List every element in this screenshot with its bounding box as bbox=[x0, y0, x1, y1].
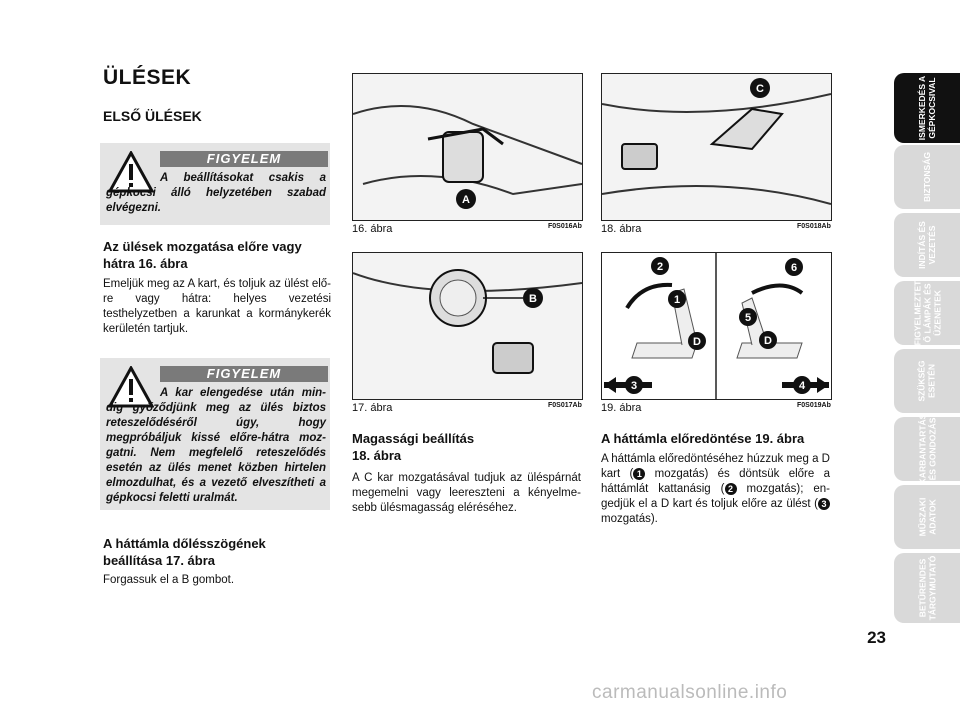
tab-ismerkedes[interactable]: ISMERKEDÉS A GÉPKOCSIVAL bbox=[894, 73, 960, 143]
watermark: carmanualsonline.info bbox=[592, 682, 788, 703]
page-number: 23 bbox=[867, 628, 886, 647]
figure-caption: 19. ábra bbox=[601, 402, 642, 414]
section-subtitle: ELSŐ ÜLÉSEK bbox=[103, 108, 202, 124]
figure-label: 4 bbox=[798, 380, 806, 392]
warning-text: A beállításokat csakis a gépkocsi álló helyzetében szabad elvégezni. bbox=[106, 172, 326, 214]
section-heading: A háttámla dőlésszögének beállítása 17. ábra bbox=[103, 536, 266, 568]
figure-label: D bbox=[693, 336, 701, 348]
figure-label: B bbox=[529, 293, 537, 305]
figure-code: F0S017Ab bbox=[548, 402, 582, 409]
figure-label: 5 bbox=[744, 312, 752, 324]
step-number-icon: 3 bbox=[818, 498, 830, 510]
warning-text: A kar elengedése után min-dig győződjünk meg az ülés biztos reteszelődéséről úgy, hogy megpróbáljuk kissé előre-hátra moz-gatni. Nem megfelelő reteszelődés esetén az ülés menet közben hirtelen elmozdulhat, és a vezető elveszítheti a gépkocsi feletti uralmát. bbox=[106, 387, 326, 504]
figure-code: F0S019Ab bbox=[797, 402, 831, 409]
section-text: Forgassuk el a B gombot. bbox=[103, 574, 235, 586]
warning-header: FIGYELEM bbox=[160, 151, 328, 167]
figure-label: C bbox=[756, 83, 764, 95]
tab-karbantartas[interactable]: KARBANTARTÁS ÉS GONDOZÁS bbox=[894, 417, 960, 481]
figure-caption: 17. ábra bbox=[352, 402, 393, 414]
step-number-icon: 2 bbox=[725, 483, 737, 495]
figure-label: A bbox=[462, 194, 470, 206]
section-heading: Magassági beállítás 18. ábra bbox=[352, 431, 475, 463]
figure-caption: 18. ábra bbox=[601, 223, 642, 235]
section-heading: A háttámla előredöntése 19. ábra bbox=[601, 431, 805, 446]
figure-code: F0S016Ab bbox=[548, 223, 582, 230]
figure-label: 6 bbox=[790, 262, 798, 274]
tab-szukseg[interactable]: SZÜKSÉG ESETÉN bbox=[894, 349, 960, 413]
figure-caption: 16. ábra bbox=[352, 223, 393, 235]
warning-header: FIGYELEM bbox=[160, 366, 328, 382]
figure-label: 3 bbox=[630, 380, 638, 392]
tab-betu[interactable]: BETŰRENDES TÁRGYMUTATÓ bbox=[894, 553, 960, 623]
figure-17 bbox=[352, 252, 583, 400]
tab-inditas[interactable]: INDÍTÁS ÉS VEZETÉS bbox=[894, 213, 960, 277]
section-text: Emeljük meg az A kart, és toljuk az ülést elő-re vagy hátra: helyes vezetési testhelyzetben a karunkat a kormánykerék kerületén tartjuk. bbox=[103, 278, 331, 335]
tab-biztonsag[interactable]: BIZTONSÁG bbox=[894, 145, 960, 209]
warning-box-2 bbox=[100, 358, 330, 510]
figure-18 bbox=[601, 73, 832, 221]
figure-code: F0S018Ab bbox=[797, 223, 831, 230]
figure-label: 2 bbox=[656, 261, 664, 273]
section-text: A C kar mozgatásával tudjuk az üléspárnát megemelni vagy leereszteni a kényelme-sebb ülésmagasság eléréséhez. bbox=[352, 472, 581, 514]
section-text: A háttámla előredöntéséhez húzzuk meg a D kart ( 1 mozgatás) és döntsük előre a háttámlát kattanásig ( 2 mozgatás); en-gedjük el a D kart és toljuk előre az ülést ( 3 mozgatás). bbox=[601, 453, 830, 525]
figure-16 bbox=[352, 73, 583, 221]
figure-label: 1 bbox=[673, 294, 681, 306]
figure-19 bbox=[601, 252, 832, 400]
tab-figyelmezteto[interactable]: FIGYELMEZTET Ő LÁMPÁK ÉS ÜZENETEK bbox=[894, 281, 960, 345]
page-title: ÜLÉSEK bbox=[103, 66, 192, 89]
step-number-icon: 1 bbox=[633, 468, 645, 480]
figure-label: D bbox=[764, 335, 772, 347]
section-heading: Az ülések mozgatása előre vagy hátra 16. ábra bbox=[103, 239, 302, 271]
warning-box-1 bbox=[100, 143, 330, 225]
tab-muszaki[interactable]: MŰSZAKI ADATOK bbox=[894, 485, 960, 549]
